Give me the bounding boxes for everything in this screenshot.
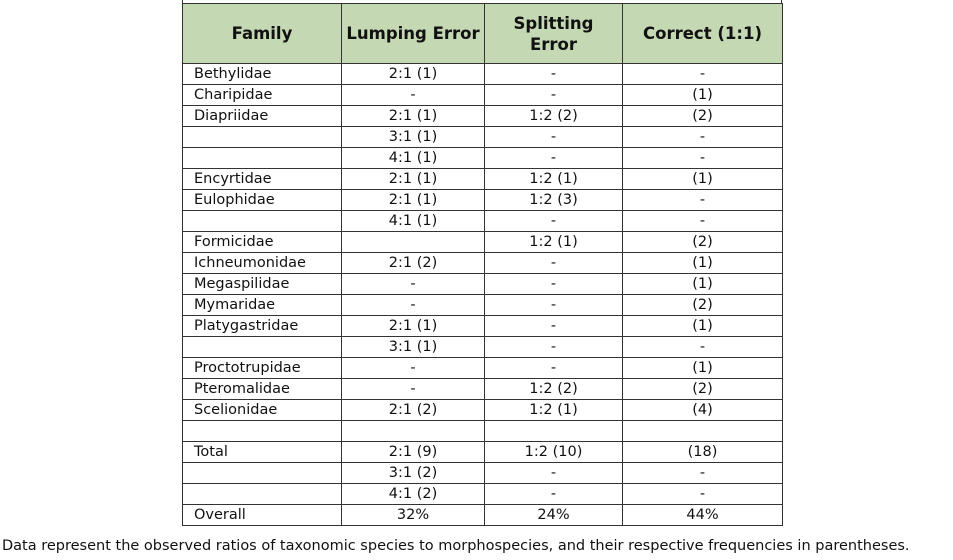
splitting-cell: - bbox=[485, 484, 623, 505]
correct-cell: (2) bbox=[623, 295, 783, 316]
table-row bbox=[183, 463, 783, 484]
splitting-cell: 1:2 (2) bbox=[485, 106, 623, 127]
header-correct: Correct (1:1) bbox=[623, 4, 783, 64]
splitting-cell: - bbox=[485, 337, 623, 358]
family-cell bbox=[183, 484, 342, 505]
correct-cell: (2) bbox=[623, 106, 783, 127]
splitting-cell: 1:2 (1) bbox=[485, 232, 623, 253]
correct-cell: (1) bbox=[623, 169, 783, 190]
family-cell: Overall bbox=[183, 505, 342, 526]
lumping-cell: - bbox=[342, 295, 485, 316]
splitting-cell: 1:2 (3) bbox=[485, 190, 623, 211]
family-cell bbox=[183, 127, 342, 148]
lumping-cell: 2:1 (2) bbox=[342, 400, 485, 421]
lumping-cell: 32% bbox=[342, 505, 485, 526]
results-table-container bbox=[182, 3, 782, 526]
table-row bbox=[183, 211, 783, 232]
splitting-cell: - bbox=[485, 316, 623, 337]
results-table bbox=[182, 3, 783, 526]
correct-cell: (18) bbox=[623, 442, 783, 463]
lumping-cell: 2:1 (9) bbox=[342, 442, 485, 463]
splitting-cell: - bbox=[485, 253, 623, 274]
lumping-cell: 4:1 (1) bbox=[342, 148, 485, 169]
table-row bbox=[183, 400, 783, 421]
table-row bbox=[183, 295, 783, 316]
header-splitting-error: Splitting Error bbox=[485, 4, 623, 64]
table-row bbox=[183, 85, 783, 106]
correct-cell: (2) bbox=[623, 379, 783, 400]
family-cell bbox=[183, 148, 342, 169]
correct-cell: - bbox=[623, 148, 783, 169]
table-row bbox=[183, 274, 783, 295]
splitting-cell: - bbox=[485, 211, 623, 232]
splitting-cell: 1:2 (2) bbox=[485, 379, 623, 400]
correct-cell: - bbox=[623, 484, 783, 505]
family-cell: Encyrtidae bbox=[183, 169, 342, 190]
splitting-cell: - bbox=[485, 274, 623, 295]
family-cell: Total bbox=[183, 442, 342, 463]
lumping-cell: 2:1 (1) bbox=[342, 316, 485, 337]
family-cell: Charipidae bbox=[183, 85, 342, 106]
lumping-cell bbox=[342, 232, 485, 253]
lumping-cell: 2:1 (2) bbox=[342, 253, 485, 274]
lumping-cell bbox=[342, 421, 485, 442]
table-row bbox=[183, 316, 783, 337]
lumping-cell: 4:1 (2) bbox=[342, 484, 485, 505]
correct-cell: (1) bbox=[623, 253, 783, 274]
splitting-cell: - bbox=[485, 85, 623, 106]
header-row bbox=[183, 4, 783, 64]
header-family: Family bbox=[183, 4, 342, 64]
splitting-cell bbox=[485, 421, 623, 442]
correct-cell: - bbox=[623, 463, 783, 484]
splitting-cell: 1:2 (1) bbox=[485, 400, 623, 421]
lumping-cell: 3:1 (1) bbox=[342, 127, 485, 148]
splitting-cell: - bbox=[485, 358, 623, 379]
family-cell: Diapriidae bbox=[183, 106, 342, 127]
lumping-cell: 3:1 (1) bbox=[342, 337, 485, 358]
family-cell: Ichneumonidae bbox=[183, 253, 342, 274]
correct-cell: - bbox=[623, 211, 783, 232]
family-cell: Pteromalidae bbox=[183, 379, 342, 400]
table-row bbox=[183, 253, 783, 274]
lumping-cell: - bbox=[342, 358, 485, 379]
correct-cell: - bbox=[623, 337, 783, 358]
splitting-cell: - bbox=[485, 64, 623, 85]
table-row bbox=[183, 232, 783, 253]
table-row bbox=[183, 106, 783, 127]
splitting-cell: 1:2 (10) bbox=[485, 442, 623, 463]
table-header bbox=[183, 4, 783, 64]
table-row bbox=[183, 64, 783, 85]
family-cell: Mymaridae bbox=[183, 295, 342, 316]
table-row bbox=[183, 358, 783, 379]
table-row bbox=[183, 337, 783, 358]
lumping-cell: 2:1 (1) bbox=[342, 169, 485, 190]
family-cell bbox=[183, 421, 342, 442]
lumping-cell: - bbox=[342, 85, 485, 106]
table-body bbox=[183, 64, 783, 526]
lumping-cell: 2:1 (1) bbox=[342, 190, 485, 211]
table-row bbox=[183, 190, 783, 211]
correct-cell: (1) bbox=[623, 358, 783, 379]
table-row bbox=[183, 379, 783, 400]
splitting-cell: - bbox=[485, 148, 623, 169]
lumping-cell: 2:1 (1) bbox=[342, 106, 485, 127]
family-cell bbox=[183, 211, 342, 232]
correct-cell bbox=[623, 421, 783, 442]
splitting-cell: - bbox=[485, 127, 623, 148]
table-row bbox=[183, 169, 783, 190]
family-cell: Formicidae bbox=[183, 232, 342, 253]
header-lumping-error: Lumping Error bbox=[342, 4, 485, 64]
correct-cell: - bbox=[623, 190, 783, 211]
correct-cell: - bbox=[623, 127, 783, 148]
correct-cell: (1) bbox=[623, 316, 783, 337]
table-row bbox=[183, 442, 783, 463]
splitting-cell: 1:2 (1) bbox=[485, 169, 623, 190]
family-cell: Platygastridae bbox=[183, 316, 342, 337]
family-cell: Scelionidae bbox=[183, 400, 342, 421]
lumping-cell: 4:1 (1) bbox=[342, 211, 485, 232]
correct-cell: 44% bbox=[623, 505, 783, 526]
table-row bbox=[183, 421, 783, 442]
splitting-cell: 24% bbox=[485, 505, 623, 526]
table-row bbox=[183, 505, 783, 526]
family-cell bbox=[183, 463, 342, 484]
table-row bbox=[183, 127, 783, 148]
table-row bbox=[183, 484, 783, 505]
lumping-cell: - bbox=[342, 379, 485, 400]
family-cell: Proctotrupidae bbox=[183, 358, 342, 379]
table-caption: Data represent the observed ratios of taxonomic species to morphospecies, and their respective frequencies in parentheses. bbox=[2, 538, 910, 554]
lumping-cell: - bbox=[342, 274, 485, 295]
lumping-cell: 2:1 (1) bbox=[342, 64, 485, 85]
correct-cell: - bbox=[623, 64, 783, 85]
correct-cell: (1) bbox=[623, 85, 783, 106]
family-cell bbox=[183, 337, 342, 358]
family-cell: Bethylidae bbox=[183, 64, 342, 85]
correct-cell: (1) bbox=[623, 274, 783, 295]
correct-cell: (4) bbox=[623, 400, 783, 421]
correct-cell: (2) bbox=[623, 232, 783, 253]
lumping-cell: 3:1 (2) bbox=[342, 463, 485, 484]
table-row bbox=[183, 148, 783, 169]
family-cell: Eulophidae bbox=[183, 190, 342, 211]
family-cell: Megaspilidae bbox=[183, 274, 342, 295]
splitting-cell: - bbox=[485, 463, 623, 484]
splitting-cell: - bbox=[485, 295, 623, 316]
